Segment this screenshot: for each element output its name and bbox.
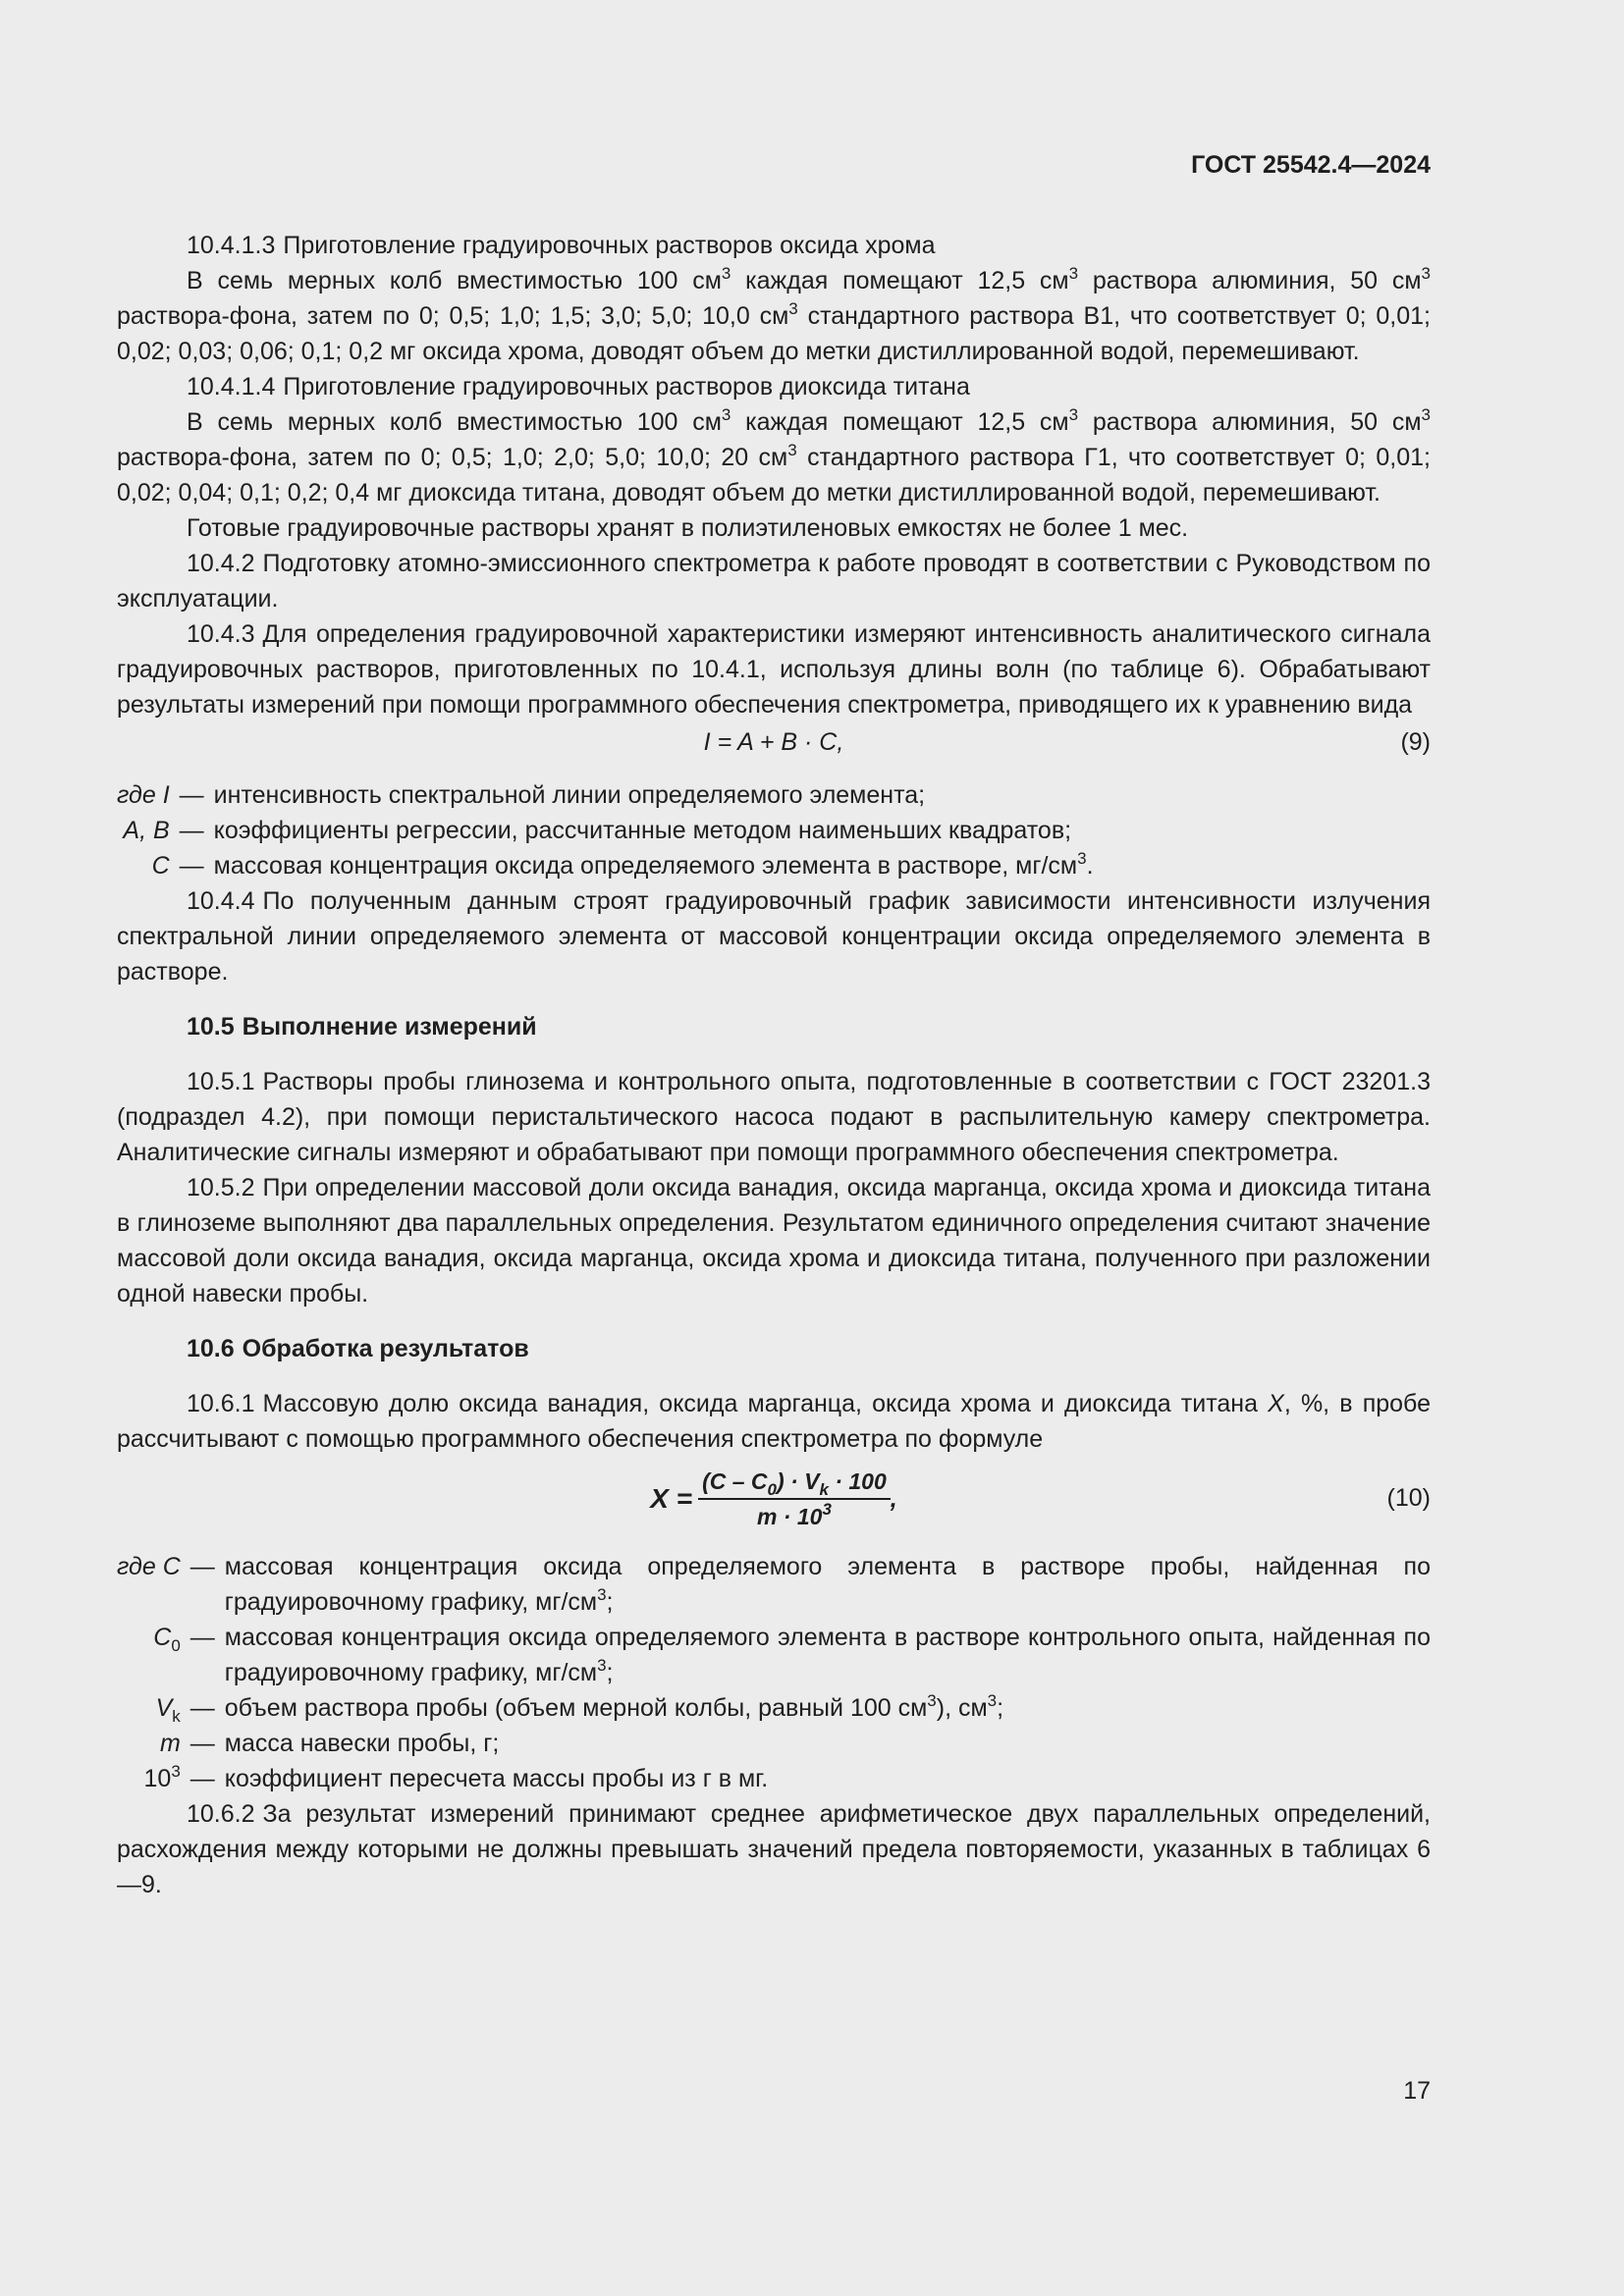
superscript: 3 <box>721 264 731 283</box>
variable: X <box>1268 1390 1284 1417</box>
section-title: Обработка результатов <box>242 1335 529 1362</box>
text-run: раствора алюминия, 50 см <box>1078 267 1422 294</box>
text-run: стандартного раствора Г1, что соответствует 0; 0,01; 0,02; 0,04; 0,1; 0,2; 0,4 мг диоксида титана, доводят объем до метки дистиллированной водой, перемешивают. <box>117 444 1431 507</box>
clause-number: 10.4.1.3 <box>187 232 276 259</box>
definition-symbol: A, B <box>123 817 170 844</box>
formula-lhs: X = <box>650 1483 693 1514</box>
definition-dash: — <box>179 852 204 880</box>
text-run: каждая помещают 12,5 см <box>731 267 1069 294</box>
text-run: раствора-фона, затем по 0; 0,5; 1,0; 1,5; 3,0; 5,0; 10,0 см <box>117 302 789 330</box>
definition-row <box>117 777 1094 813</box>
clause-number: 10.6.2 <box>187 1800 255 1828</box>
section-heading-10-6 <box>117 1331 1431 1366</box>
definition-row <box>117 813 1094 848</box>
paragraph-10-4-3 <box>117 616 1431 722</box>
definition-row <box>117 1726 1431 1761</box>
paragraph-titanium-solutions <box>117 404 1431 510</box>
definition-text: массовая концентрация оксида определяемого элемента в растворе пробы, найденная по градуировочному графику, $мг/см^3$; <box>224 1553 1431 1616</box>
clause-number: 10.6.1 <box>187 1390 255 1417</box>
clause-text: При определении массовой доли оксида ванадия, оксида марганца, оксида хрома и диоксида титана в глиноземе выполняют два параллельных определения. Результатом единичного определения считают значение массовой доли оксида ванадия, оксида марганца, оксида хрома и диоксида титана, полученного при разложении одной навески пробы. <box>117 1174 1431 1308</box>
formula-10-number: (10) <box>1386 1484 1431 1512</box>
definition-dash: — <box>179 817 204 844</box>
definition-row <box>117 1549 1431 1620</box>
page-content <box>117 0 1432 2105</box>
definition-row <box>117 1761 1431 1796</box>
fraction-numerator: $(C - C_0) \cdot V_k \cdot 100$ <box>698 1467 891 1500</box>
clause-text: Подготовку атомно-эмиссионного спектрометра к работе проводят в соответствии с Руководством по эксплуатации. <box>117 550 1431 613</box>
text-run: раствора-фона, затем по 0; 0,5; 1,0; 2,0; 5,0; 10,0; 20 см <box>117 444 788 471</box>
section-number: 10.6 <box>187 1335 235 1362</box>
clause-text: По полученным данным строят градуировочный график зависимости интенсивности излучения спектральной линии определяемого элемента от массовой концентрации оксида определяемого элемента в растворе. <box>117 887 1431 986</box>
paragraph-10-6-2 <box>117 1796 1431 1902</box>
definition-dash: — <box>179 781 204 809</box>
definition-symbol: m <box>159 1730 181 1757</box>
section-title: Выполнение измерений <box>242 1013 537 1041</box>
text-run: , %, в пробе рассчитывают с помощью программного обеспечения спектрометра по формуле <box>117 1390 1431 1453</box>
definition-text: объем раствора пробы (объем мерной колбы, равный 100 $см^3$), $см^3$; <box>224 1691 1004 1722</box>
text-run: В семь мерных колб вместимостью 100 см <box>187 408 722 436</box>
paragraph-10-6-1 <box>117 1386 1431 1457</box>
definition-text: коэффициент пересчета массы пробы из г в мг. <box>224 1765 769 1792</box>
fraction <box>698 1467 891 1531</box>
clause-number: 10.4.4 <box>187 887 255 915</box>
formula-10 <box>117 1457 1431 1545</box>
superscript: 3 <box>1068 405 1079 424</box>
definition-dash: — <box>189 1765 215 1792</box>
formula-10-expression <box>117 1467 1431 1531</box>
clause-title: Приготовление градуировочных растворов оксида хрома <box>283 232 936 259</box>
definition-dash: — <box>189 1730 215 1757</box>
definition-text: коэффициенты регрессии, рассчитанные методом наименьших квадратов; <box>213 817 1072 844</box>
clause-text: За результат измерений принимают среднее арифметическое двух параллельных определений, расхождения между которыми не должны превышать значений предела повторяемости, указанных в таблицах 6—9. <box>117 1800 1431 1898</box>
page-number: 17 <box>1403 2077 1431 2105</box>
definition-dash: — <box>189 1694 215 1722</box>
paragraph-10-5-1 <box>117 1064 1431 1170</box>
clause-title: Приготовление градуировочных растворов диоксида титана <box>283 373 970 400</box>
superscript: 3 <box>1421 264 1431 283</box>
paragraph-storage: Готовые градуировочные растворы хранят в полиэтиленовых емкостях не более 1 мес. <box>187 514 1189 542</box>
formula-9-definitions <box>117 777 1094 883</box>
formula-comma: , <box>890 1485 897 1513</box>
subsection-10-4-1-4-title <box>117 369 1431 404</box>
definition-symbol: $V_k$ <box>155 1694 181 1726</box>
clause-text: Для определения градуировочной характеристики измеряют интенсивность аналитического сигнала градуировочных растворов, приготовленных по 10.4.1, используя длины волн (по таблице 6). Обрабатывают результаты измерений при помощи программного обеспечения спектрометра, приводящего их к уравнению вида <box>117 620 1431 719</box>
clause-number: 10.5.1 <box>187 1068 255 1095</box>
superscript: 3 <box>1068 264 1079 283</box>
fraction-denominator: $m \cdot 10^3$ <box>756 1500 832 1529</box>
text-run: стандартного раствора В1, что соответствует 0; 0,01; 0,02; 0,03; 0,06; 0,1; 0,2 мг оксида хрома, доводят объем до метки дистиллированной водой, перемешивают. <box>117 302 1432 365</box>
definition-symbol: $C_0$ <box>153 1624 181 1655</box>
superscript: 3 <box>1421 405 1431 424</box>
document-header: ГОСТ 25542.4—2024 <box>1191 151 1431 179</box>
clause-number: 10.4.1.4 <box>187 373 276 400</box>
superscript: 3 <box>721 405 731 424</box>
clause-text: Растворы пробы глинозема и контрольного опыта, подготовленные в соответствии с ГОСТ 23201.3 (подраздел 4.2), при помощи перистальтического насоса подают в распылительную камеру спектрометра. Аналитические сигналы измеряют и обрабатывают при помощи программного обеспечения спектрометра. <box>117 1068 1431 1166</box>
formula-10-definitions <box>117 1549 1431 1796</box>
definition-symbol: где I <box>117 781 170 809</box>
definition-row <box>117 848 1094 883</box>
definition-symbol: C <box>151 852 170 880</box>
clause-number: 10.5.2 <box>187 1174 255 1201</box>
paragraph-chrome-solutions <box>117 263 1431 369</box>
section-heading-10-5 <box>117 1009 1431 1044</box>
text-run: раствора алюминия, 50 см <box>1078 408 1422 436</box>
definition-symbol: $10^3$ <box>143 1762 181 1792</box>
paragraph-10-4-2 <box>117 546 1431 616</box>
section-number: 10.5 <box>187 1013 235 1041</box>
formula-9-expression: I = A + B · C, <box>703 728 844 756</box>
definition-dash: — <box>189 1624 215 1651</box>
superscript: 3 <box>787 441 797 459</box>
paragraph-10-5-2 <box>117 1170 1431 1311</box>
superscript: 3 <box>788 299 798 318</box>
definition-text: массовая концентрация оксида определяемого элемента в растворе, $мг/см^3$. <box>213 849 1094 880</box>
text-run: каждая помещают 12,5 см <box>731 408 1069 436</box>
formula-9 <box>117 724 1431 760</box>
definition-symbol: где C <box>117 1553 181 1580</box>
clause-number: 10.4.2 <box>187 550 255 577</box>
definition-text: интенсивность спектральной линии определяемого элемента; <box>213 781 926 809</box>
definition-row <box>117 1620 1431 1690</box>
formula-9-number: (9) <box>1400 728 1431 756</box>
definition-text: масса навески пробы, г; <box>224 1730 500 1757</box>
text-run: В семь мерных колб вместимостью 100 см <box>187 267 722 294</box>
definition-text: массовая концентрация оксида определяемого элемента в растворе контрольного опыта, найденная по градуировочному графику, $мг/см^3$; <box>224 1624 1431 1686</box>
paragraph-10-4-4 <box>117 883 1431 989</box>
definition-dash: — <box>189 1553 215 1580</box>
subsection-10-4-1-3-title <box>117 228 1431 263</box>
clause-number: 10.4.3 <box>187 620 255 648</box>
text-run: Массовую долю оксида ванадия, оксида марганца, оксида хрома и диоксида титана <box>262 1390 1269 1417</box>
definition-row <box>117 1690 1431 1726</box>
